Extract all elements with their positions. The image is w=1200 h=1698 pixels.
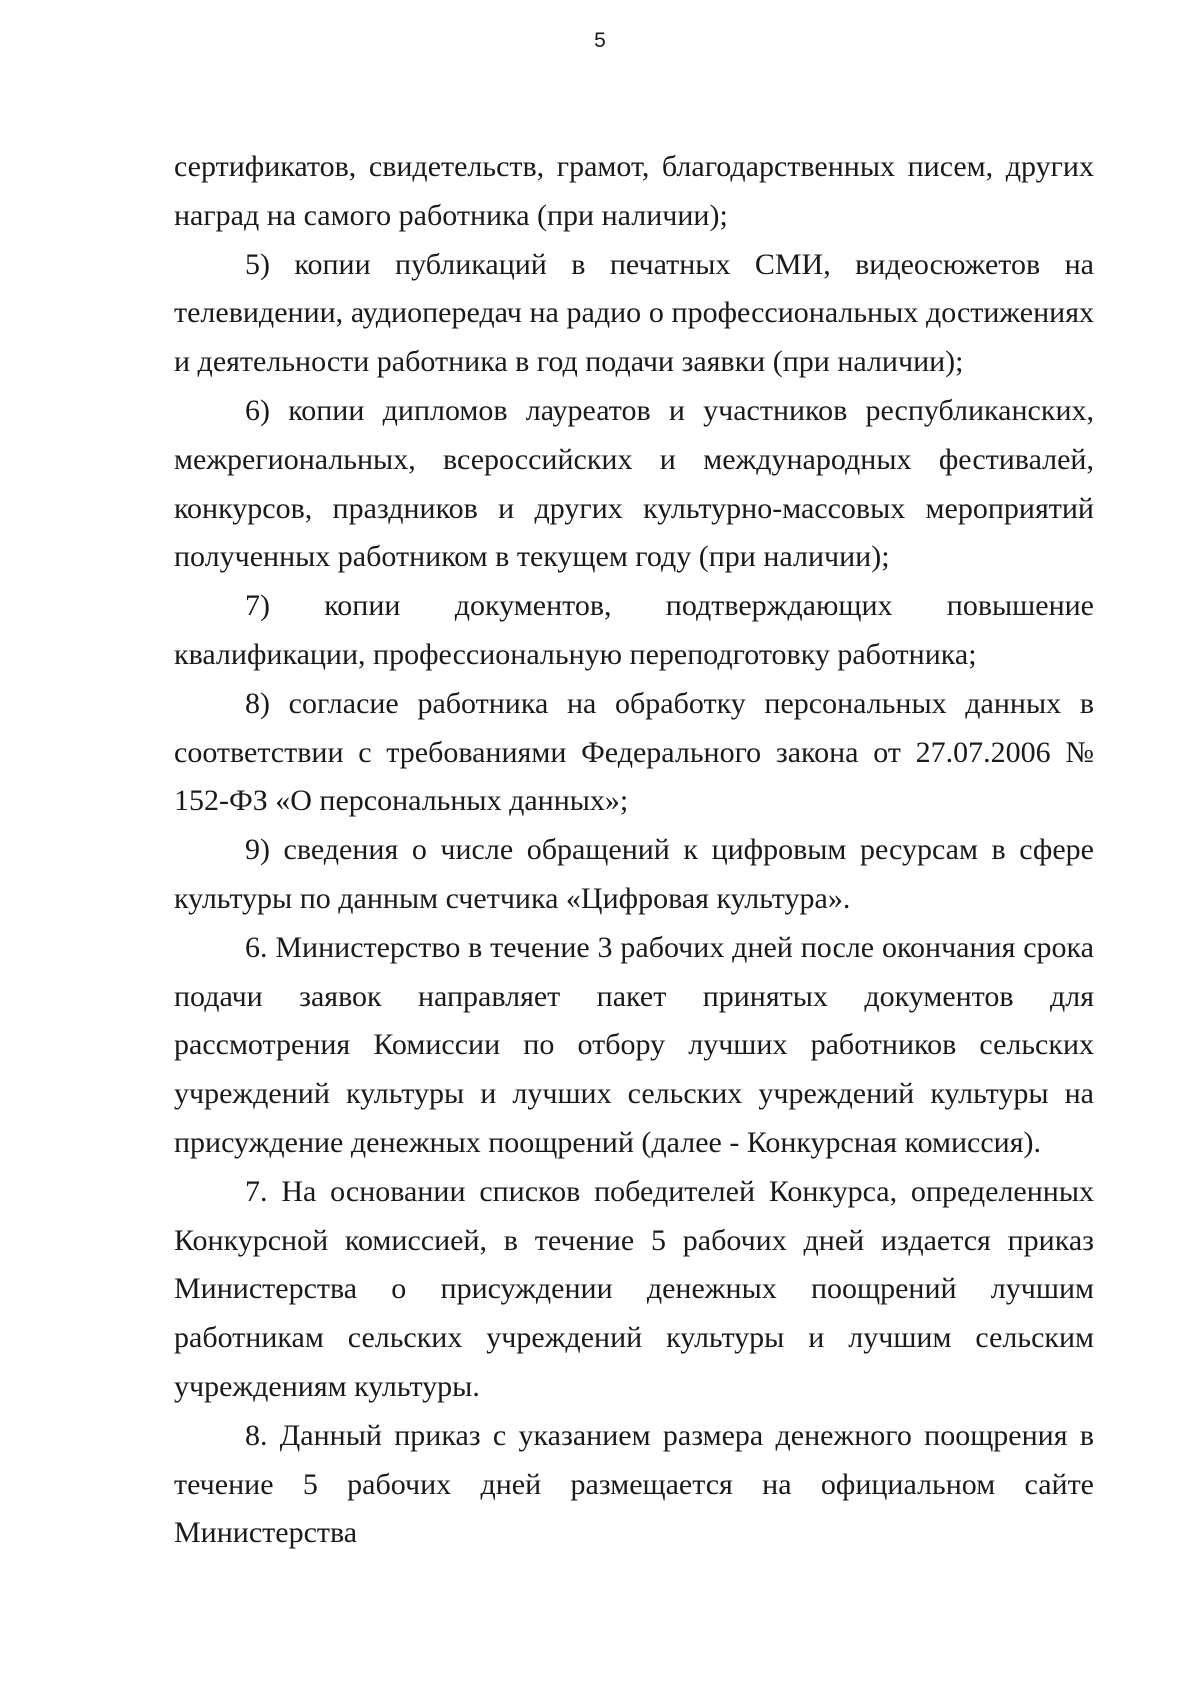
paragraph-clause-8: 8. Данный приказ с указанием размера денежного поощрения в течение 5 рабочих дней размещается на официальном сайте Министерства [174,1418,1094,1550]
paragraph-item-5: 5) копии публикаций в печатных СМИ, видеосюжетов на телевидении, аудиопередач на радио о профессиональных достижениях и деятельности работника в год подачи заявки (при наличии); [174,247,1094,379]
paragraph-item-7: 7) копии документов, подтверждающих повышение квалификации, профессиональную переподготовку работника; [174,589,1094,671]
document-body [174,143,1094,1558]
paragraph-continuation: сертификатов, свидетельств, грамот, благодарственных писем, других наград на самого работника (при наличии); [174,150,1094,232]
paragraph-item-8: 8) согласие работника на обработку персональных данных в соответствии с требованиями Федерального закона от 27.07.2006 № 152-ФЗ «О персональных данных»; [174,686,1094,818]
paragraph-clause-7: 7. На основании списков победителей Конкурса, определенных Конкурсной комиссией, в течение 5 рабочих дней издается приказ Министерства о присуждении денежных поощрений лучшим работникам сельских учреждений культуры и лучшим сельским учреждениям культуры. [174,1174,1094,1403]
paragraph-item-6: 6) копии дипломов лауреатов и участников республиканских, межрегиональных, всероссийских и международных фестивалей, конкурсов, праздников и других культурно-массовых мероприятий полученных работником в текущем году (при наличии); [174,393,1094,574]
page-number: 5 [594,29,606,52]
paragraph-item-9: 9) сведения о числе обращений к цифровым ресурсам в сфере культуры по данным счетчика «Цифровая культура». [174,833,1094,915]
paragraph-clause-6: 6. Министерство в течение 3 рабочих дней после окончания срока подачи заявок направляет пакет принятых документов для рассмотрения Комиссии по отбору лучших работников сельских учреждений культуры и лучших сельских учреждений культуры на присуждение денежных поощрений (далее - Конкурсная комиссия). [174,930,1094,1159]
